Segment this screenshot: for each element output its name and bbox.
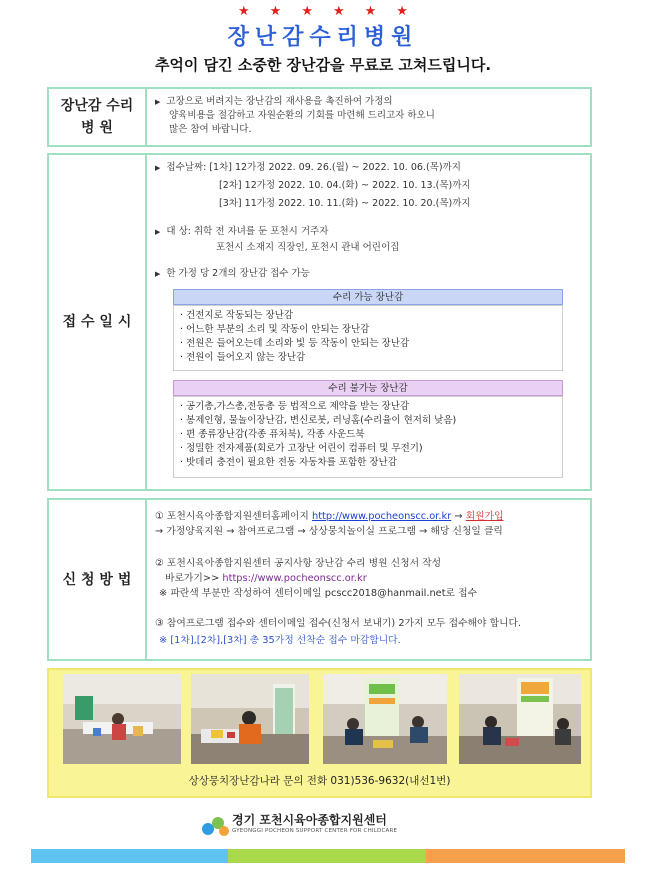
list-item: · 정밀한 전자제품(회로가 고장난 어린이 컴퓨터 및 무전기) [180, 443, 423, 454]
workshop-photo-2 [191, 674, 309, 764]
application-link[interactable]: https://www.pocheonscc.or.kr [222, 573, 367, 584]
repairable-list [173, 305, 563, 371]
target-line-1: ▶ 대 상: 취학 전 자녀를 둔 포천시 거주자 [155, 226, 329, 237]
workshop-photo-4 [459, 674, 581, 764]
logo-icon [200, 811, 230, 839]
step3-line2: ※ [1차],[2차],[3차] 총 35가정 선착순 접수 마감합니다. [159, 635, 401, 646]
list-item: · 봉제인형, 물놀이장난감, 변신로봇, 러닝홈(수리율이 현저히 낮음) [180, 415, 457, 426]
unrepairable-header: 수리 불가능 장난감 [173, 380, 563, 396]
intro-label: 장난감 수리 병 원 [49, 89, 147, 145]
step2-line3: ※ 파란색 부분만 작성하여 센터이메일 pcscc2018@hanmail.net로 접수 [159, 588, 478, 599]
step2-line2: 바로가기>> https://www.pocheonscc.or.kr [165, 573, 367, 584]
page-title: 장난감수리병원 [227, 25, 419, 50]
list-item: · 공기총,가스총,전동총 등 법적으로 제약을 받는 장난감 [180, 401, 410, 412]
decorative-stars: ★★★★★★ [238, 4, 428, 19]
list-item: · 건전지로 작동되는 장난감 [180, 310, 294, 321]
intro-section [47, 87, 592, 147]
step1-line1: ① 포천시육아종합지원센터홈페이지 http://www.pocheonscc.or.kr → 회원가입 [155, 511, 504, 522]
list-item: · 편 종류장난감(각종 퓨처북), 각종 사운드북 [180, 429, 365, 440]
apply-label: 신 청 방 법 [49, 500, 147, 659]
unrepairable-list [173, 396, 563, 478]
bullet-icon: ▶ [155, 270, 161, 278]
target-line-2: 포천시 소재지 직장인, 포천시 관내 어린이집 [216, 242, 400, 253]
photo-strip [47, 668, 592, 798]
period-line-1: ▶ 접수날짜: [1차] 12가정 2022. 09. 26.(월) ~ 2022. 10. 06.(목)까지 [155, 162, 461, 173]
organization-name: 경기 포천시육아종합지원센터 [232, 813, 387, 827]
bottom-bar-orange [426, 849, 625, 863]
workshop-photo-1 [63, 674, 181, 764]
list-item: · 밧데리 충전이 필요한 전동 자동차를 포함한 장난감 [180, 457, 397, 468]
list-item: · 전원이 들어오지 않는 장난감 [180, 352, 306, 363]
apply-section [47, 498, 592, 661]
organization-name-en: GYEONGGI POCHEON SUPPORT CENTER FOR CHILDCARE [232, 828, 398, 834]
list-item: · 전원은 들어오는데 소리와 빛 등 작동이 안되는 장난감 [180, 338, 410, 349]
reception-label: 접 수 일 시 [49, 155, 147, 489]
workshop-photo-3 [323, 674, 447, 764]
intro-line-1: ▶ 고장으로 버려지는 장난감의 재사용을 촉진하여 가정의 [155, 96, 393, 107]
intro-body [147, 89, 590, 145]
page-subtitle: 추억이 담긴 소중한 장난감을 무료로 고쳐드립니다. [154, 56, 492, 74]
bottom-bar-green [228, 849, 426, 863]
bullet-icon: ▶ [155, 164, 161, 172]
intro-line-2: 양육비용을 절감하고 자원순환의 기회를 마련해 드리고자 하오니 [169, 110, 435, 121]
organization-logo [200, 811, 460, 841]
repairable-header: 수리 가능 장난감 [173, 289, 563, 305]
contact-info: 상상뭉치장난감나라 문의 전화 031)536-9632(내선1번) [188, 775, 451, 787]
apply-body [147, 500, 590, 659]
signup-link[interactable]: 회원가입 [465, 511, 504, 522]
list-item: · 어느한 부분의 소리 및 작동이 안되는 장난감 [180, 324, 370, 335]
bullet-icon: ▶ [155, 228, 161, 236]
reception-section [47, 153, 592, 491]
limit-line: ▶ 한 가정 당 2개의 장난감 접수 가능 [155, 268, 310, 279]
homepage-link[interactable]: http://www.pocheonscc.or.kr [311, 511, 452, 522]
bullet-icon: ▶ [155, 98, 161, 106]
period-line-3: [3차] 11가정 2022. 10. 11.(화) ~ 2022. 10. 20.(목)까지 [219, 198, 471, 209]
period-line-2: [2차] 12가정 2022. 10. 04.(화) ~ 2022. 10. 13.(목)까지 [219, 180, 471, 191]
bottom-bar-blue [31, 849, 228, 863]
step2-line1: ② 포천시육아종합지원센터 공지사항 장난감 수리 병원 신청서 작성 [155, 558, 442, 569]
intro-line-3: 많은 참여 바랍니다. [169, 124, 252, 135]
step1-line2: → 가정양육지원 → 참여프로그램 → 상상뭉치놀이실 프로그램 → 해당 신청일 클릭 [155, 526, 503, 537]
step3-line1: ③ 참여프로그램 접수와 센터이메일 접수(신청서 보내기) 2가지 모두 접수해야 합니다. [155, 618, 522, 629]
